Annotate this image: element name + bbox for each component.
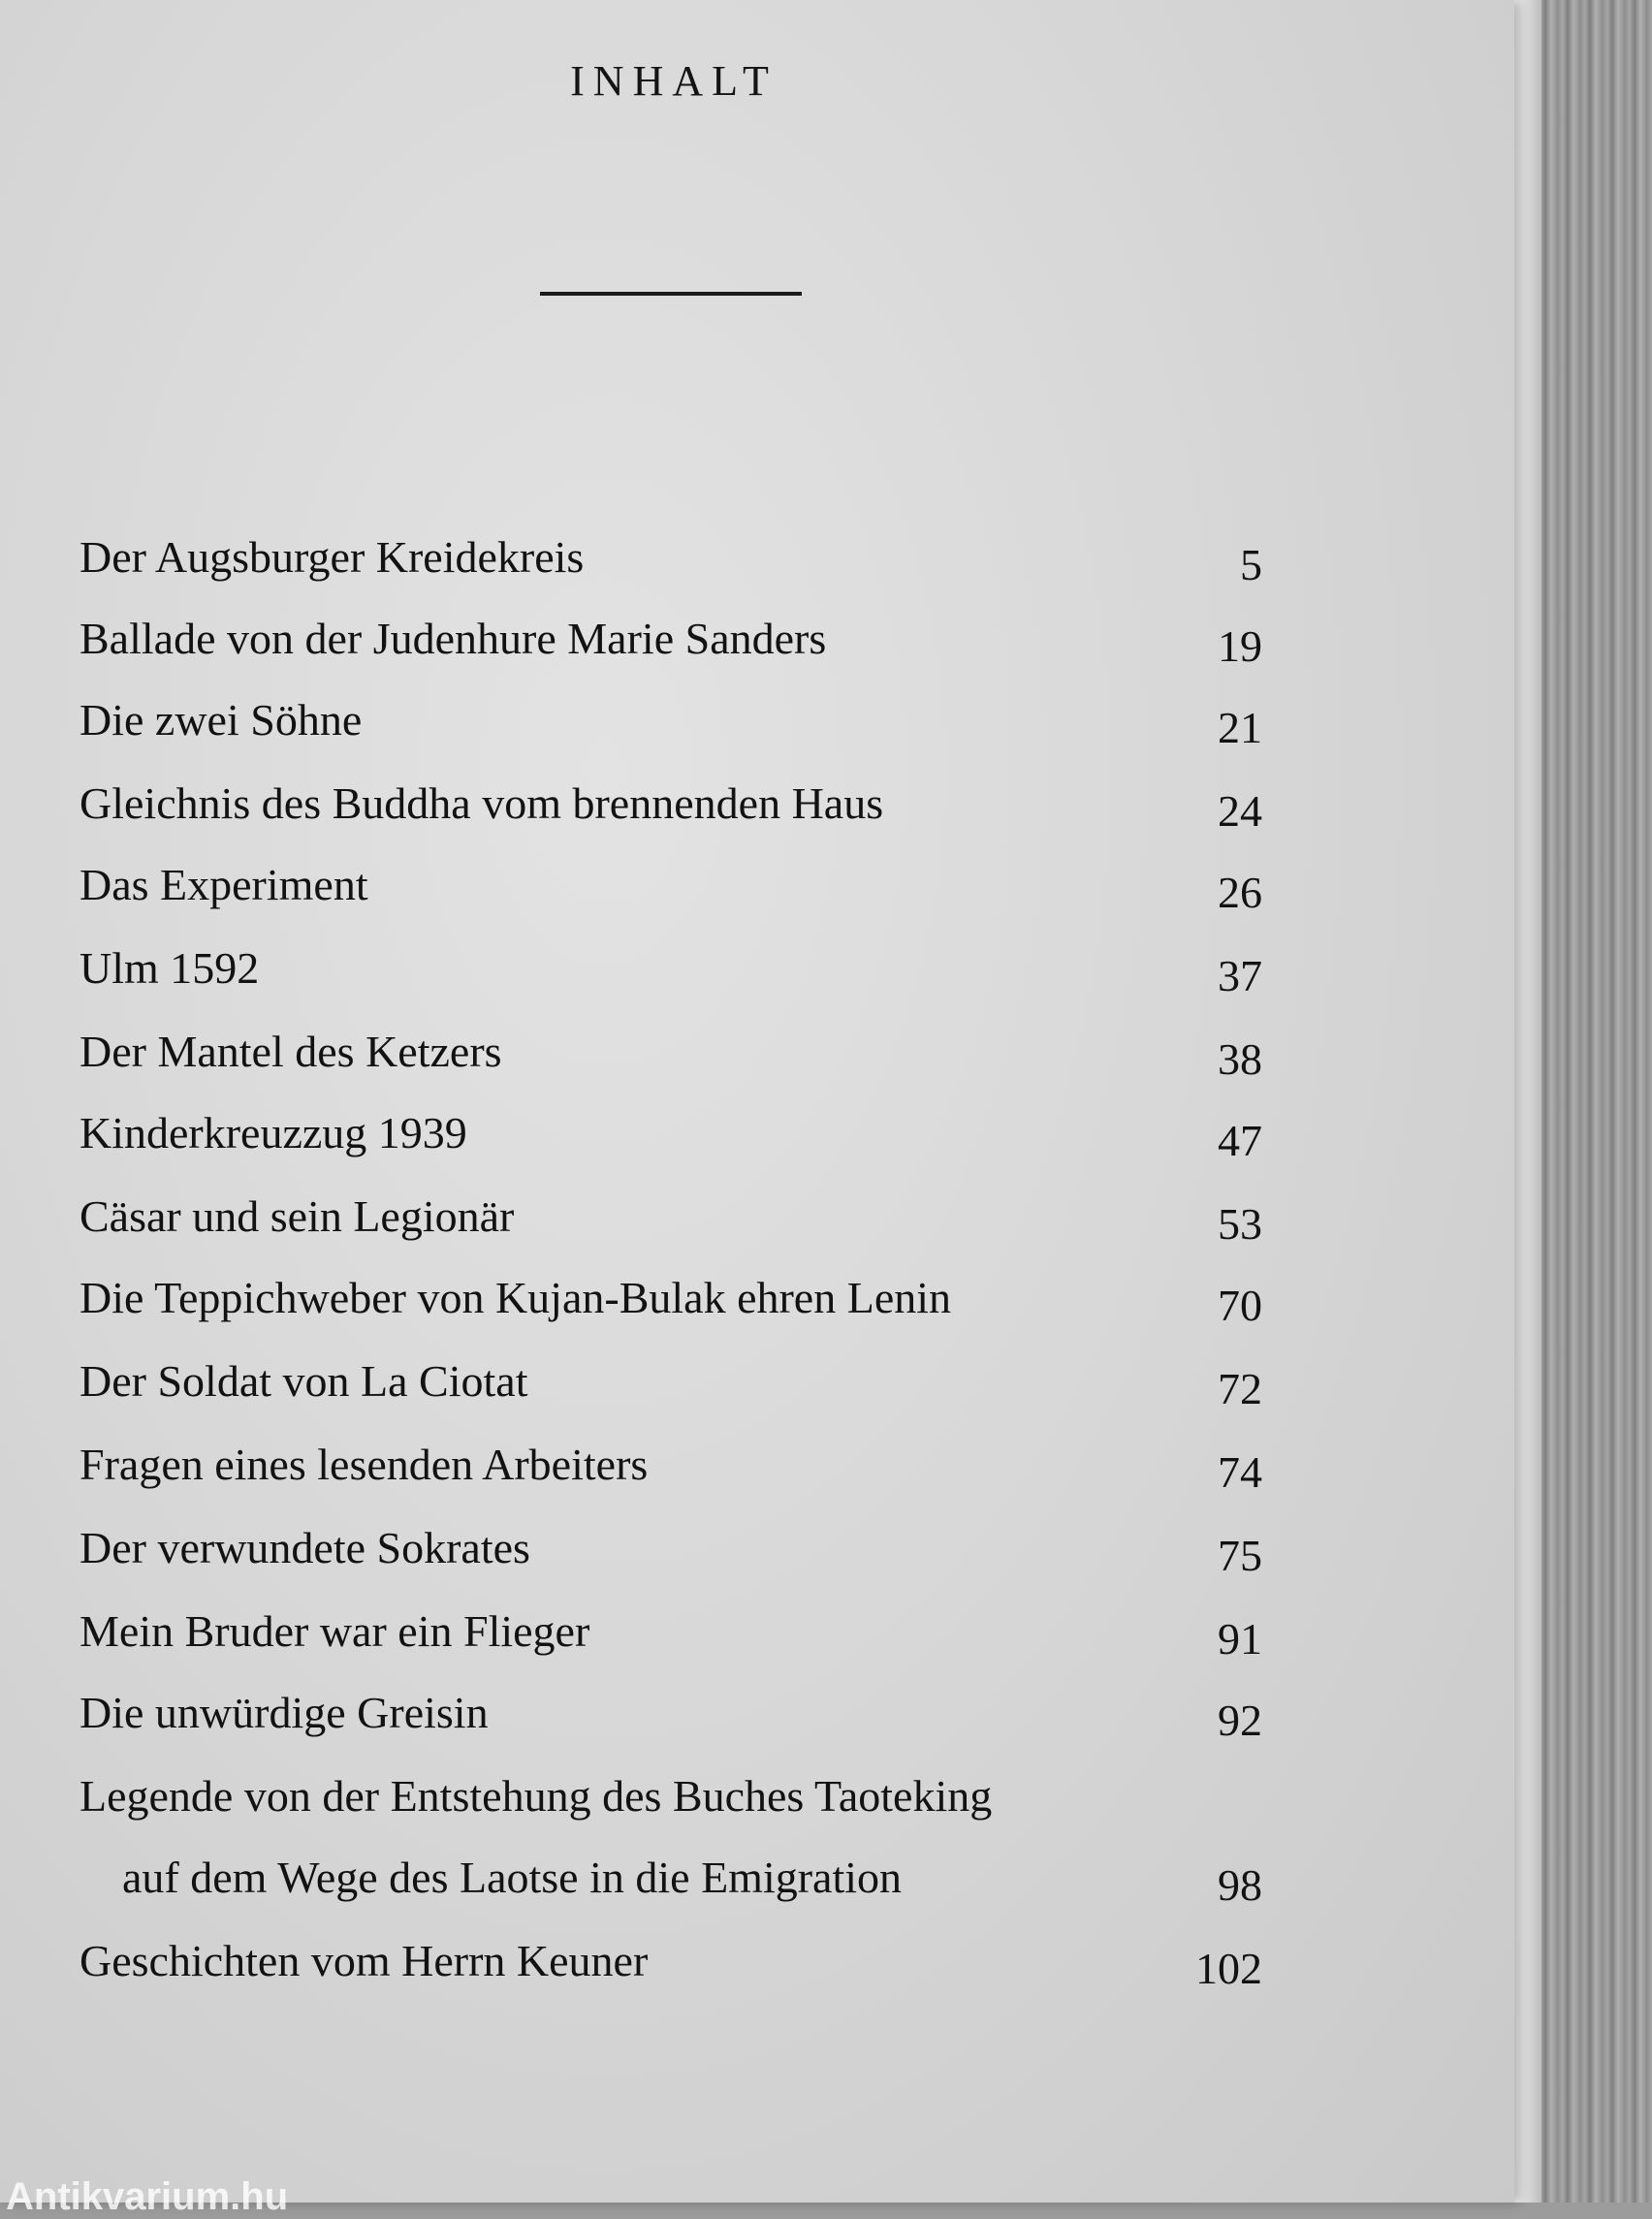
toc-entry bbox=[79, 613, 1262, 671]
toc-entry-title: Die zwei Söhne bbox=[79, 695, 363, 745]
toc-entry-page: 38 bbox=[1218, 1034, 1262, 1084]
toc-entry bbox=[79, 1687, 1262, 1745]
toc-entry bbox=[79, 1439, 1262, 1497]
toc-entry bbox=[79, 1107, 1262, 1165]
toc-entry-title: Geschichten vom Herrn Keuner bbox=[79, 1936, 649, 1985]
toc-entry-page: 19 bbox=[1218, 621, 1262, 671]
toc-entry bbox=[79, 859, 1262, 917]
toc-entry-title: Fragen eines lesenden Arbeiters bbox=[79, 1440, 649, 1489]
toc-entry bbox=[79, 1605, 1262, 1664]
toc-entry-page: 91 bbox=[1218, 1614, 1262, 1664]
toc-entry bbox=[79, 531, 1262, 589]
toc-entry-page: 26 bbox=[1218, 868, 1262, 917]
toc-entry-title: Der Augsburger Kreidekreis bbox=[79, 532, 585, 582]
toc-entry-page: 70 bbox=[1218, 1281, 1262, 1330]
toc-entry bbox=[79, 1026, 1262, 1084]
toc-entry-title: Mein Bruder war ein Flieger bbox=[79, 1606, 590, 1656]
toc-entry bbox=[79, 777, 1262, 836]
toc-entry-page: 72 bbox=[1218, 1364, 1262, 1413]
watermark: Antikvarium.hu bbox=[6, 2175, 289, 2218]
toc-entry-page: 21 bbox=[1218, 703, 1262, 752]
toc-entry bbox=[79, 1355, 1262, 1413]
toc-entry-multiline bbox=[79, 1770, 1262, 1910]
toc-entry-title: Die unwürdige Greisin bbox=[79, 1688, 489, 1737]
toc-entry-title: Legende von der Entstehung des Buches Taoteking bbox=[79, 1771, 993, 1821]
toc-entry-page: 92 bbox=[1218, 1696, 1262, 1745]
toc-entry-title: Ulm 1592 bbox=[79, 943, 260, 993]
toc-entry bbox=[79, 942, 1262, 1000]
toc-entry-page: 5 bbox=[1240, 540, 1262, 589]
toc-entry-title: Der verwundete Sokrates bbox=[79, 1523, 530, 1572]
toc-entry-title: Das Experiment bbox=[79, 860, 368, 909]
toc-entry bbox=[79, 1522, 1262, 1580]
toc-entry-title: Der Mantel des Ketzers bbox=[79, 1027, 502, 1076]
toc-entry-title: Ballade von der Judenhure Marie Sanders bbox=[79, 614, 827, 663]
toc-entry-title: Gleichnis des Buddha vom brennenden Haus bbox=[79, 778, 884, 828]
page-title: INHALT bbox=[570, 57, 778, 105]
toc-entry-title: Die Teppichweber von Kujan-Bulak ehren Lenin bbox=[79, 1273, 952, 1322]
toc-entry bbox=[79, 1935, 1262, 1993]
toc-entry-page: 102 bbox=[1195, 1944, 1262, 1993]
toc-entry-page: 37 bbox=[1218, 951, 1262, 1000]
divider-rule bbox=[540, 292, 802, 296]
toc-entry-page: 47 bbox=[1218, 1116, 1262, 1165]
toc-entry bbox=[79, 1272, 1262, 1330]
toc-entry-page: 74 bbox=[1218, 1447, 1262, 1497]
toc-entry bbox=[79, 1190, 1262, 1249]
toc-entry-page: 75 bbox=[1218, 1531, 1262, 1580]
toc-entry bbox=[79, 694, 1262, 752]
toc-entry-page: 53 bbox=[1218, 1199, 1262, 1249]
toc-entry-title: Kinderkreuzzug 1939 bbox=[79, 1108, 467, 1157]
toc-entry-continuation: auf dem Wege des Laotse in die Emigration bbox=[122, 1853, 903, 1902]
toc-entry-page: 24 bbox=[1218, 786, 1262, 836]
toc-entry-title: Cäsar und sein Legionär bbox=[79, 1191, 515, 1241]
toc-entry-page: 98 bbox=[1218, 1860, 1262, 1910]
toc-entry-title: Der Soldat von La Ciotat bbox=[79, 1356, 528, 1406]
